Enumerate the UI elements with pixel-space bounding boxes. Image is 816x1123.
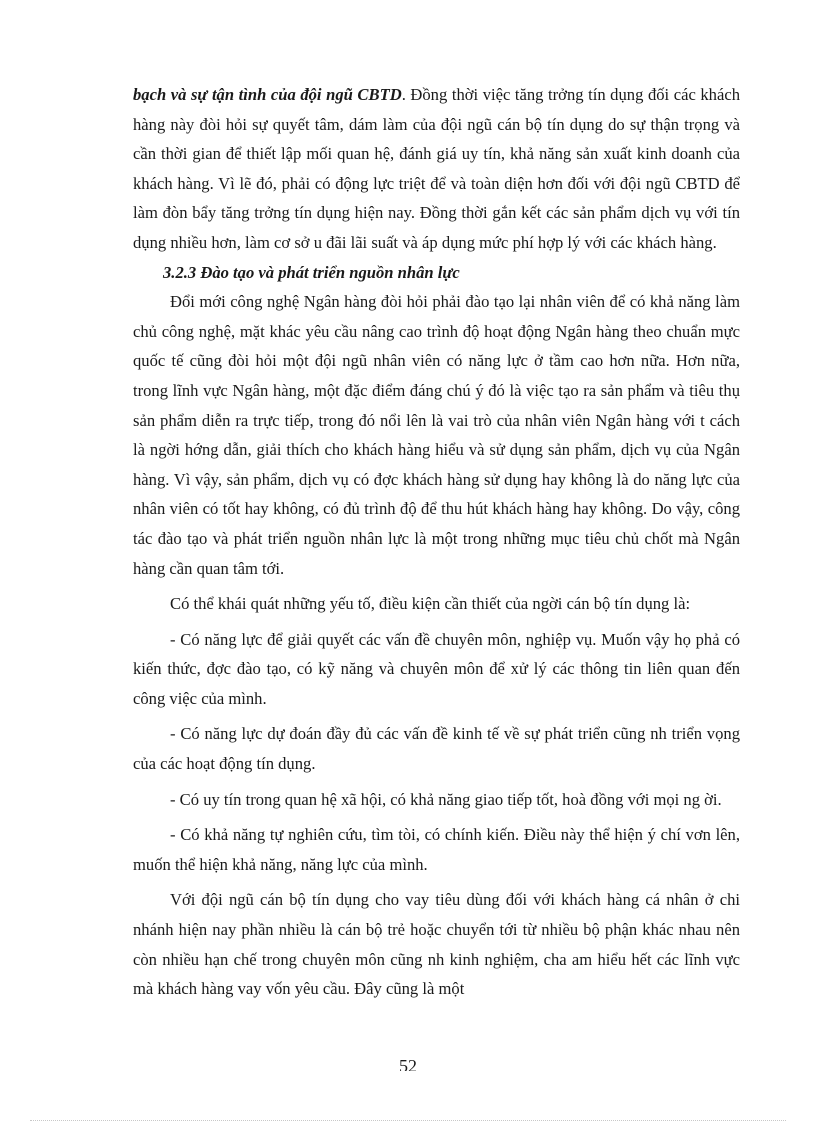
document-body <box>133 80 740 1004</box>
list-item-reputation: - Có uy tín trong quan hệ xã hội, có khả năng giao tiếp tốt, hoà đồng với mọi ng ời. <box>170 789 722 809</box>
paragraph-requirements: Có thể khái quát những yếu tố, điều kiện cần thiết của ngời cán bộ tín dụng là: <box>170 594 691 614</box>
list-item-forecast: - Có năng lực dự đoán đầy đủ các vấn đề kinh tế về sự phát triển cũng nh triển vọng của các hoạt động tín dụng. <box>133 724 740 774</box>
paragraph-branch-staff: Với đội ngũ cán bộ tín dụng cho vay tiêu dùng đối với khách hàng cá nhân ở chi nhánh hiện nay phần nhiều là cán bộ trẻ hoặc chuyển tới từ nhiều bộ phận khác nhau nên còn nhiều hạn chế trong chuyên môn cũng nh kinh nghiệm, cha am hiểu hết các lĩnh vực mà khách hàng vay vốn yêu cầu. Đây cũng là một <box>133 890 740 999</box>
emphasis-text: bạch và sự tận tình của đội ngũ CBTD <box>133 85 402 104</box>
paragraph-training: Đổi mới công nghệ Ngân hàng đòi hỏi phải đào tạo lại nhân viên để có khả năng làm chủ công nghệ, mặt khác yêu cầu nâng cao trình độ hoạt động Ngân hàng theo chuẩn mực quốc tế cũng đòi hỏi một đội ngũ nhân viên có năng lực ở tầm cao hơn nữa. Hơn nữa, trong lĩnh vực Ngân hàng, một đặc điểm đáng chú ý đó là việc tạo ra sản phẩm và tiêu thụ sản phẩm diễn ra trực tiếp, trong đó nổi lên là vai trò của nhân viên Ngân hàng với t cách là ngời hớng dẫn, giải thích cho khách hàng hiểu và sử dụng sản phẩm, dịch vụ của Ngân hàng. Vì vậy, sản phẩm, dịch vụ có đợc khách hàng sử dụng hay không là do năng lực của nhân viên có tốt hay không, có đủ trình độ để thu hút khách hàng hay không. Do vậy, công tác đào tạo và phát triển nguồn nhân lực là một trong những mục tiêu chủ chốt mà Ngân hàng cần quan tâm tới. <box>133 292 740 578</box>
section-heading: 3.2.3 Đào tạo và phát triển nguồn nhân lực <box>163 262 460 282</box>
page-bottom-divider <box>30 1120 786 1121</box>
page-number: 52 <box>399 1056 417 1071</box>
paragraph-intro-text: . Đồng thời việc tăng trởng tín dụng đối các khách hàng này đòi hỏi sự quyết tâm, dám làm của đội ngũ cán bộ tín dụng do sự thận trọng và cần thời gian để thiết lập mối quan hệ, đánh giá uy tín, khả năng sản xuất kinh doanh của khách hàng. Vì lẽ đó, phải có động lực triệt để và toàn diện hơn đối với đội ngũ CBTD để làm đòn bẩy tăng trởng tín dụng hiện nay. Đồng thời gắn kết các sản phẩm dịch vụ với tín dụng nhiều hơn, làm cơ sở u đãi lãi suất và áp dụng mức phí hợp lý với các khách hàng. <box>133 85 740 252</box>
list-item-competence: - Có năng lực để giải quyết các vấn đề chuyên môn, nghiệp vụ. Muốn vậy họ phả có kiến thức, đợc đào tạo, có kỹ năng và chuyên môn để xử lý các thông tin liên quan đến công việc của mình. <box>133 629 740 708</box>
list-item-research: - Có khả năng tự nghiên cứu, tìm tòi, có chính kiến. Điều này thể hiện ý chí vơn lên, muốn thể hiện khả năng, năng lực của mình. <box>133 825 740 874</box>
paragraph-intro <box>133 80 740 258</box>
